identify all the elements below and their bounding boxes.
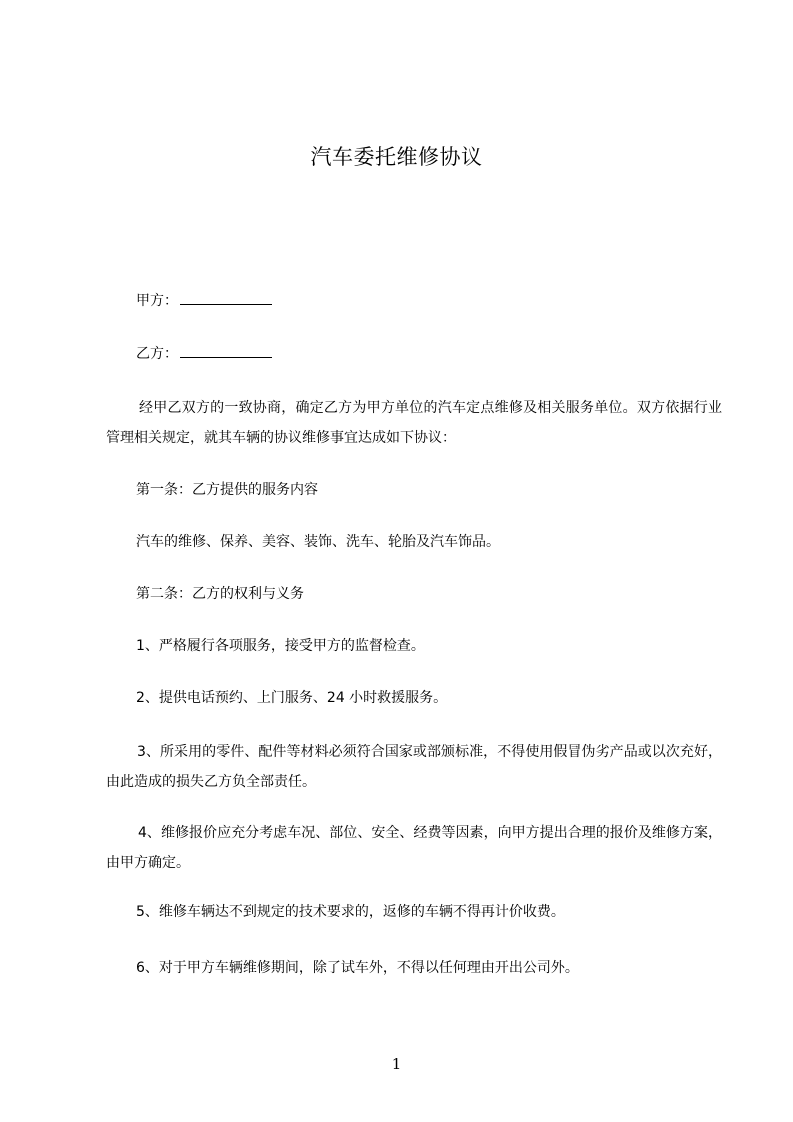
- intro-paragraph: 经甲乙双方的一致协商，确定乙方为甲方单位的汽车定点维修及相关服务单位。双方依据行业管理相关规定，就其车辆的协议维修事宜达成如下协议：: [106, 400, 722, 446]
- party-b-blank: [180, 344, 272, 358]
- article1-body: 汽车的维修、保养、美容、装饰、洗车、轮胎及汽车饰品。: [136, 534, 500, 550]
- list-item: 3、所采用的零件、配件等材料必须符合国家或部颁标准，不得使用假冒伪劣产品或以次充好，由此造成的损失乙方负全部责任。: [106, 744, 722, 790]
- list-item: 1、严格履行各项服务，接受甲方的监督检查。: [136, 638, 425, 654]
- party-b-label: 乙方：: [136, 346, 178, 362]
- party-a-line: [136, 291, 272, 311]
- party-b-line: [136, 344, 272, 364]
- party-a-label: 甲方：: [136, 293, 178, 309]
- list-item: 6、对于甲方车辆维修期间，除了试车外，不得以任何理由开出公司外。: [136, 960, 579, 976]
- article1-heading: 第一条：乙方提供的服务内容: [136, 482, 318, 498]
- list-item: 2、提供电话预约、上门服务、24 小时救援服务。: [136, 690, 448, 706]
- document-title: 汽车委托维修协议: [310, 145, 483, 169]
- list-item: 4、维修报价应充分考虑车况、部位、安全、经费等因素，向甲方提出合理的报价及维修方案，由甲方确定。: [106, 825, 722, 871]
- page-number: 1: [391, 1055, 402, 1073]
- article2-heading: 第二条：乙方的权利与义务: [136, 586, 304, 602]
- party-a-blank: [180, 291, 272, 305]
- list-item: 5、维修车辆达不到规定的技术要求的，返修的车辆不得再计价收费。: [136, 904, 565, 920]
